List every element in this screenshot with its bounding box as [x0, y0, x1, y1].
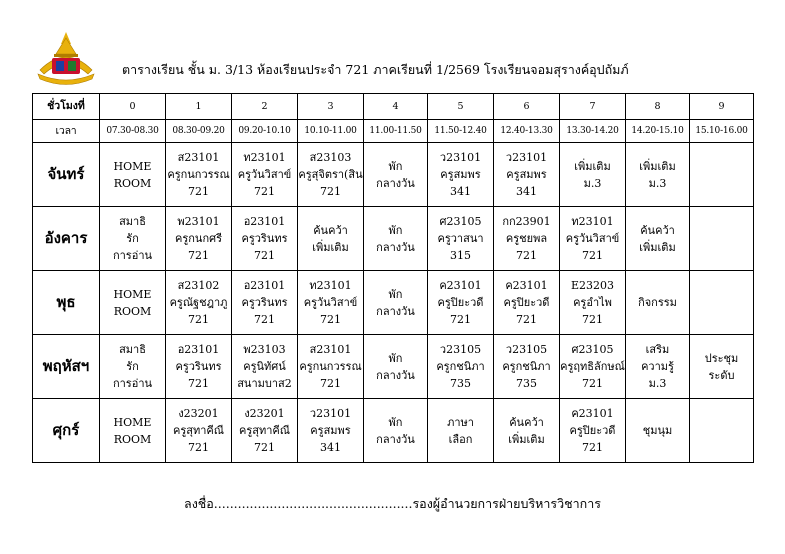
class-cell: [298, 143, 364, 207]
class-cell: [100, 143, 166, 207]
class-cell-line: 721: [188, 313, 209, 326]
class-cell-line: เสริม: [645, 343, 670, 356]
time-slot: 14.20-15.10: [626, 120, 690, 143]
period-number: 9: [690, 94, 754, 120]
class-cell-line: ครูปิยะวดี: [503, 296, 550, 309]
time-slot: 07.30-08.30: [100, 120, 166, 143]
class-cell-line: 721: [188, 185, 209, 198]
class-cell: [166, 271, 232, 335]
class-cell-line: ม.3: [648, 377, 667, 390]
time-slot: 08.30-09.20: [166, 120, 232, 143]
class-cell: [560, 399, 626, 463]
day-name: พุธ: [33, 271, 100, 335]
class-cell-line: 341: [450, 185, 471, 198]
class-cell-line: พัก: [388, 287, 403, 301]
day-name: ศุกร์: [33, 399, 100, 463]
class-cell-line: อ23101: [177, 343, 220, 356]
class-cell-line: ว23105: [439, 343, 482, 356]
class-cell-line: กลางวัน: [376, 432, 415, 446]
class-cell-line: ครูสมพร: [440, 168, 481, 181]
class-cell-line: ระดับ: [708, 368, 735, 382]
class-cell-line: พ23101: [177, 215, 220, 228]
class-cell-line: พ23103: [243, 343, 286, 356]
time-slot: 10.10-11.00: [298, 120, 364, 143]
period-number: 6: [494, 94, 560, 120]
class-cell: [166, 207, 232, 271]
class-cell: [494, 399, 560, 463]
class-cell-line: เพิ่มเติม: [574, 159, 611, 173]
class-cell-line: ว23101: [309, 407, 352, 420]
timetable: [32, 93, 754, 463]
class-cell-line: ค้นคว้า: [313, 223, 348, 237]
class-cell-line: ครูวรินทร: [175, 360, 222, 373]
class-cell: [232, 143, 298, 207]
class-cell-line: พัก: [388, 415, 403, 429]
class-cell-line: ครูปิยะวดี: [569, 424, 616, 437]
class-cell-line: 721: [188, 441, 209, 454]
class-cell-line: HOME: [113, 415, 152, 429]
class-cell: [690, 335, 754, 399]
class-cell-line: รัก: [126, 360, 139, 373]
class-cell: [298, 335, 364, 399]
class-cell: [100, 271, 166, 335]
class-cell: [690, 271, 754, 335]
class-cell-line: ROOM: [113, 432, 152, 446]
class-cell-line: ครูอำไพ: [573, 296, 612, 309]
time-slot: 11.00-11.50: [364, 120, 428, 143]
class-cell-line: ROOM: [113, 304, 152, 318]
class-cell: [560, 143, 626, 207]
class-cell: [100, 335, 166, 399]
class-cell-line: ประชุม: [704, 351, 739, 365]
class-cell: [626, 335, 690, 399]
class-cell-line: ครูกนกศรี: [175, 232, 222, 245]
class-cell: [428, 335, 494, 399]
class-cell-line: ครูกชนิภา: [436, 360, 485, 373]
class-cell-line: 735: [516, 377, 537, 390]
class-cell-line: ท23101: [571, 215, 614, 228]
class-cell-line: ส23103: [309, 151, 352, 164]
day-name: พฤหัสฯ: [33, 335, 100, 399]
class-cell: [494, 271, 560, 335]
period-number: 4: [364, 94, 428, 120]
class-cell-line: 735: [450, 377, 471, 390]
class-cell: [690, 399, 754, 463]
time-row: [33, 120, 754, 143]
class-cell: [494, 143, 560, 207]
class-cell-line: เพิ่มเติม: [312, 240, 349, 254]
class-cell: [364, 271, 428, 335]
class-cell-line: 721: [516, 249, 537, 262]
class-cell: [626, 271, 690, 335]
period-number: 7: [560, 94, 626, 120]
class-cell: [166, 335, 232, 399]
class-cell-line: ROOM: [113, 176, 152, 190]
class-cell-line: ส23101: [309, 343, 352, 356]
class-cell-line: ครูณัฐชฎาภู: [169, 296, 228, 309]
day-row: [33, 399, 754, 463]
class-cell: [428, 399, 494, 463]
class-cell-line: อ23101: [243, 215, 286, 228]
class-cell-line: 721: [188, 377, 209, 390]
class-cell-line: 721: [582, 313, 603, 326]
time-header: เวลา: [33, 120, 100, 143]
class-cell-line: ครูนิทัศน์: [243, 360, 286, 373]
class-cell-line: ท23101: [243, 151, 286, 164]
class-cell-line: ชุมนุม: [642, 424, 673, 437]
class-cell-line: กลางวัน: [376, 368, 415, 382]
time-slot: 15.10-16.00: [690, 120, 754, 143]
class-cell-line: ครูวรินทร: [241, 232, 288, 245]
class-cell: [494, 335, 560, 399]
class-cell-line: 721: [582, 441, 603, 454]
class-cell-line: ครูกนกวรรณ: [299, 360, 362, 373]
class-cell-line: กลางวัน: [376, 304, 415, 318]
class-cell-line: 721: [450, 313, 471, 326]
class-cell-line: 721: [254, 249, 275, 262]
class-cell-line: กิจกรรม: [638, 296, 677, 309]
period-number: 5: [428, 94, 494, 120]
school-logo-icon: [34, 30, 98, 88]
class-cell-line: ครูวรินทร: [241, 296, 288, 309]
class-cell-line: 315: [450, 249, 471, 262]
time-slot: 13.30-14.20: [560, 120, 626, 143]
class-cell: [626, 143, 690, 207]
class-cell-line: สมาธิ: [119, 215, 146, 228]
class-cell: [428, 271, 494, 335]
class-cell-line: 721: [188, 249, 209, 262]
class-cell-line: 341: [320, 441, 341, 454]
class-cell: [428, 143, 494, 207]
class-cell-line: ความรู้: [641, 360, 674, 373]
class-cell-line: ง23201: [244, 407, 285, 420]
class-cell-line: ส23101: [177, 151, 220, 164]
class-cell: [560, 271, 626, 335]
class-cell-line: ครูกนกวรรณ: [167, 168, 230, 181]
class-cell: [690, 143, 754, 207]
class-cell-line: เพิ่มเติม: [639, 240, 676, 254]
class-cell-line: ครูวันวิสาข์: [237, 168, 292, 181]
class-cell-line: ค้นคว้า: [640, 223, 675, 237]
class-cell-line: ง23201: [178, 407, 219, 420]
class-cell: [100, 399, 166, 463]
class-cell-line: 721: [582, 249, 603, 262]
time-slot: 11.50-12.40: [428, 120, 494, 143]
period-number: 0: [100, 94, 166, 120]
class-cell-line: 721: [320, 185, 341, 198]
page-title: ตารางเรียน ชั้น ม. 3/13 ห้องเรียนประจำ 721 ภาคเรียนที่ 1/2569 โรงเรียนจอมสุรางค์อุปถัมภ์: [122, 62, 629, 77]
class-cell: [364, 399, 428, 463]
class-cell-line: 721: [254, 313, 275, 326]
class-cell-line: ครูวาสนา: [437, 232, 484, 245]
class-cell: [166, 143, 232, 207]
class-cell-line: 721: [582, 377, 603, 390]
class-cell-line: ค23101: [505, 279, 548, 292]
class-cell-line: ส23102: [177, 279, 220, 292]
class-cell-line: ครูกชนิภา: [502, 360, 551, 373]
day-row: [33, 143, 754, 207]
class-cell-line: เพิ่มเติม: [639, 159, 676, 173]
class-cell-line: ครูสุทาคีณี: [173, 424, 224, 437]
class-cell: [560, 335, 626, 399]
period-row: [33, 94, 754, 120]
class-cell-line: ศ23105: [439, 215, 482, 228]
period-number: 2: [232, 94, 298, 120]
class-cell-line: ครูสุทาคีณี: [239, 424, 290, 437]
class-cell-line: 721: [516, 313, 537, 326]
class-cell: [232, 207, 298, 271]
class-cell-line: กลางวัน: [376, 176, 415, 190]
class-cell-line: ม.3: [583, 176, 602, 190]
class-cell-line: พัก: [388, 351, 403, 365]
class-cell: [298, 207, 364, 271]
class-cell-line: 341: [516, 185, 537, 198]
class-cell-line: 721: [320, 377, 341, 390]
class-cell-line: การอ่าน: [112, 377, 153, 390]
class-cell-line: 721: [254, 441, 275, 454]
period-number: 1: [166, 94, 232, 120]
class-cell: [364, 143, 428, 207]
class-cell-line: กลางวัน: [376, 240, 415, 254]
time-slot: 12.40-13.30: [494, 120, 560, 143]
day-name: อังคาร: [33, 207, 100, 271]
period-number: 8: [626, 94, 690, 120]
class-cell: [232, 335, 298, 399]
class-cell-line: พัก: [388, 223, 403, 237]
class-cell-line: พัก: [388, 159, 403, 173]
class-cell-line: ว23101: [439, 151, 482, 164]
class-cell-line: เพิ่มเติม: [508, 432, 545, 446]
class-cell: [298, 271, 364, 335]
class-cell-line: ม.3: [648, 176, 667, 190]
class-cell: [232, 271, 298, 335]
class-cell-line: อ23101: [243, 279, 286, 292]
period-number: 3: [298, 94, 364, 120]
class-cell-line: เลือก: [448, 432, 473, 446]
class-cell: [100, 207, 166, 271]
class-cell: [626, 207, 690, 271]
class-cell-line: ว23101: [505, 151, 548, 164]
period-header: ชั่วโมงที่: [33, 94, 100, 120]
class-cell: [626, 399, 690, 463]
class-cell-line: การอ่าน: [112, 249, 153, 262]
class-cell: [232, 399, 298, 463]
class-cell-line: E23203: [570, 279, 615, 292]
class-cell-line: รัก: [126, 232, 139, 245]
day-row: [33, 335, 754, 399]
class-cell-line: ครูวันวิสาข์: [303, 296, 358, 309]
class-cell-line: ครูวันวิสาข์: [565, 232, 620, 245]
class-cell-line: ครูสุจิตรา(สิน: [298, 168, 363, 181]
class-cell-line: ค้นคว้า: [509, 415, 544, 429]
class-cell-line: ค23101: [571, 407, 614, 420]
time-slot: 09.20-10.10: [232, 120, 298, 143]
class-cell-line: 721: [254, 185, 275, 198]
class-cell-line: HOME: [113, 159, 152, 173]
class-cell: [560, 207, 626, 271]
class-cell: [690, 207, 754, 271]
class-cell-line: HOME: [113, 287, 152, 301]
day-name: จันทร์: [33, 143, 100, 207]
class-cell-line: 721: [320, 313, 341, 326]
class-cell-line: ครูสมพร: [310, 424, 351, 437]
class-cell-line: ครูชยพล: [505, 232, 548, 245]
class-cell: [298, 399, 364, 463]
class-cell-line: สมาธิ: [119, 343, 146, 356]
signature-line: ลงชื่อ..................................................รองผู้อำนวยการฝ่ายบริหารวิชาการ: [184, 496, 601, 511]
class-cell-line: ค23101: [439, 279, 482, 292]
class-cell: [364, 207, 428, 271]
class-cell: [166, 399, 232, 463]
class-cell-line: ศ23105: [571, 343, 614, 356]
class-cell: [494, 207, 560, 271]
class-cell: [364, 335, 428, 399]
class-cell-line: ท23101: [309, 279, 352, 292]
class-cell-line: ภาษา: [447, 415, 474, 429]
class-cell-line: กก23901: [502, 215, 551, 228]
class-cell-line: ครูฤทธิลักษณ์: [560, 360, 625, 373]
class-cell-line: ว23105: [505, 343, 548, 356]
class-cell: [428, 207, 494, 271]
day-row: [33, 207, 754, 271]
day-row: [33, 271, 754, 335]
class-cell-line: ครูสมพร: [506, 168, 547, 181]
class-cell-line: สนามบาส2: [237, 377, 292, 390]
class-cell-line: ครูปิยะวดี: [437, 296, 484, 309]
